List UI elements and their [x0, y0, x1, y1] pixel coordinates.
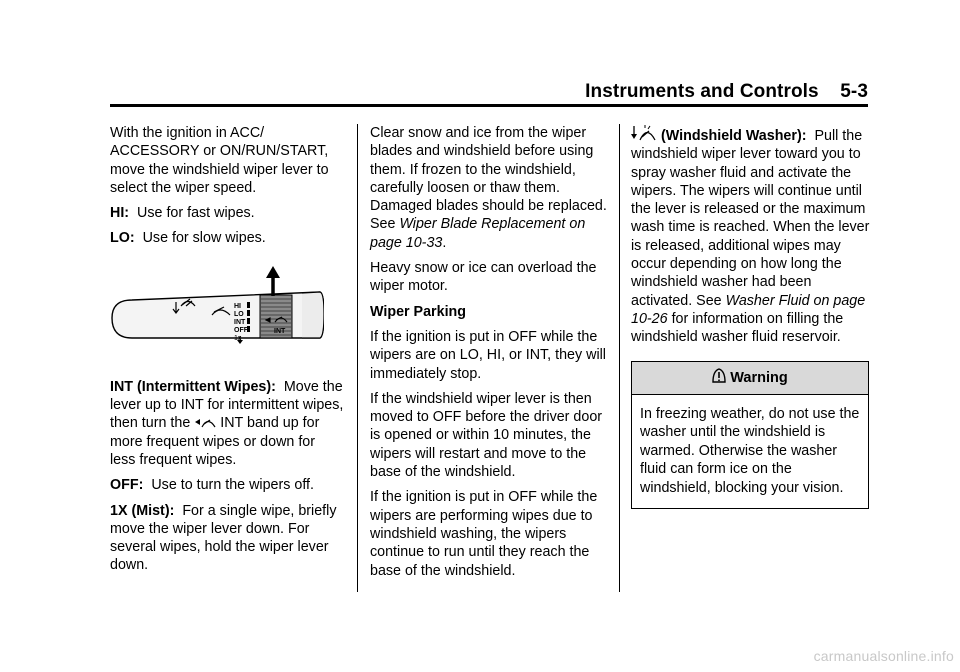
parking-paragraph-2: If the windshield wiper lever is then moved to OFF before the driver door is opened or within 10 minutes, the wipers will restart and move to the base of the windshield.	[370, 390, 603, 481]
lever-label-1x: 1x	[234, 334, 242, 342]
parking-paragraph-1: If the ignition is put in OFF while the wipers are on LO, HI, or INT, they will immediately stop.	[370, 328, 606, 382]
washer-text-a: Pull the windshield wiper lever toward you to spray washer fluid and activate the wipers. The wipers will continue until the lever is released or the maximum wash time is reached. When the lever is released, additional wipes may occur depending on how long the windshield washer had been activated. See	[631, 128, 870, 309]
lever-label-hi: HI	[234, 302, 241, 310]
washer-label: (Windshield Washer):	[660, 128, 807, 144]
lo-text: Use for slow wipes.	[142, 230, 266, 247]
intro-paragraph: With the ignition in ACC/ ACCESSORY or ON/RUN/START, move the windshield wiper lever to select the wiper speed.	[110, 125, 329, 196]
washer-paragraph	[631, 124, 871, 347]
hi-text: Use for fast wipes.	[137, 205, 255, 222]
column-3	[631, 124, 871, 509]
hi-item	[110, 204, 344, 222]
washer-fluid-link[interactable]: Washer Fluid on page 10-26	[631, 292, 866, 327]
overload-paragraph: Heavy snow or ice can overload the wiper motor.	[370, 260, 597, 295]
int-label: INT (Intermittent Wipes):	[110, 378, 276, 395]
warning-text: In freezing weather, do not use the washer until the windshield is warmed. Otherwise the washer fluid can form ice on the windshield, blocking your vision.	[640, 405, 860, 496]
mist-text: For a single wipe, briefly move the wiper lever down. For several wipes, hold the wiper lever down.	[110, 502, 337, 574]
int-band-icon	[194, 415, 216, 429]
int-text-b: INT band up for more frequent wipes or down for less frequent wipes.	[110, 415, 320, 468]
off-text: Use to turn the wipers off.	[151, 477, 314, 494]
page-header	[110, 80, 868, 107]
off-item	[110, 476, 344, 494]
windshield-washer-icon	[631, 124, 657, 142]
watermark: carmanualsonline.info	[813, 648, 954, 664]
column-2	[370, 124, 610, 587]
lever-label-int: INT	[234, 318, 246, 326]
snow-period: .	[442, 234, 447, 251]
lo-label: LO:	[110, 230, 135, 247]
column-1	[110, 124, 344, 582]
column-divider	[357, 124, 358, 592]
band-label: INT	[274, 327, 286, 335]
snow-paragraph	[370, 124, 610, 252]
off-label: OFF:	[110, 477, 144, 494]
wiper-blade-link[interactable]: Wiper Blade Replacement on page 10-33	[370, 216, 586, 251]
mist-label: 1X (Mist):	[110, 502, 175, 519]
washer-text-b: for information on filling the windshield washer fluid reservoir.	[631, 310, 844, 346]
warning-icon	[712, 368, 726, 384]
lever-label-off: OFF	[234, 326, 248, 334]
warning-header	[632, 362, 868, 395]
mist-item	[110, 502, 344, 575]
warning-box	[631, 361, 869, 509]
snow-text: Clear snow and ice from the wiper blades and windshield before using them. If frozen to the windshield, carefully loosen or thaw them. Damaged blades should be replaced. See	[370, 125, 607, 233]
page-title: Instruments and Controls 5-3	[585, 81, 868, 102]
column-divider	[619, 124, 620, 592]
warning-title: Warning	[730, 369, 788, 386]
wiper-parking-heading: Wiper Parking	[370, 303, 467, 320]
wiper-lever-drawing	[110, 262, 324, 366]
int-item	[110, 378, 344, 469]
lever-label-lo: LO	[234, 310, 244, 318]
int-text-a: Move the lever up to INT for intermittent wipes, then turn the	[110, 378, 344, 432]
lo-item	[110, 229, 344, 247]
wiper-lever-illustration	[110, 262, 324, 366]
parking-paragraph-3: If the ignition is put in OFF while the wipers are performing wipes due to windshield washing, the wipers continue to run until they reach the base of the windshield.	[370, 489, 598, 579]
hi-label: HI:	[110, 205, 130, 222]
